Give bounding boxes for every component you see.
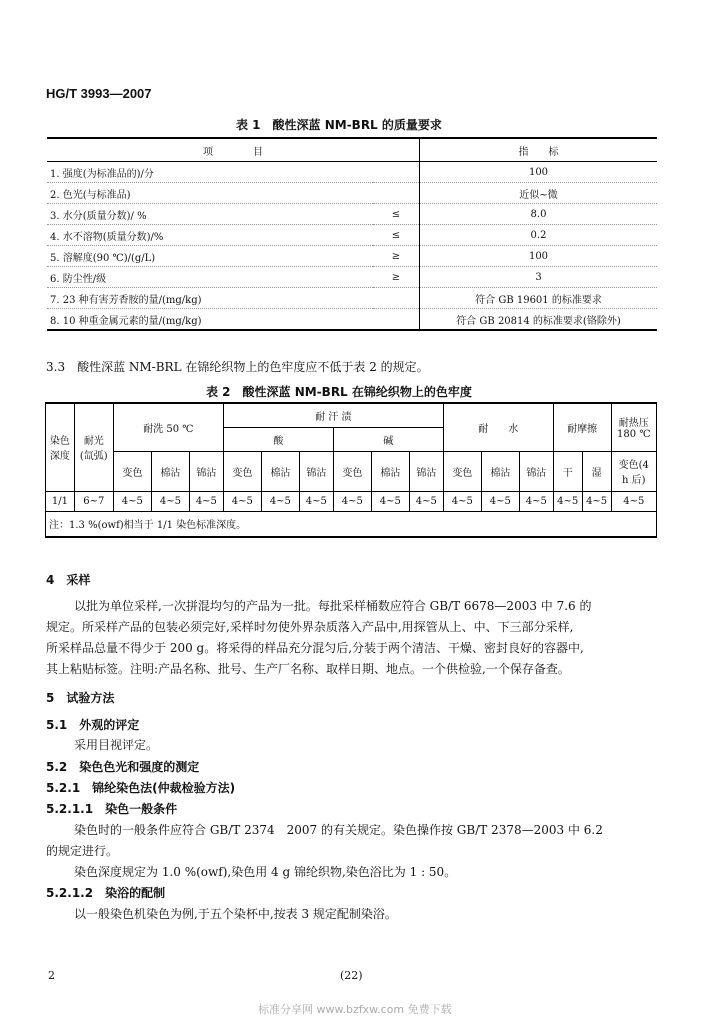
table1-value: 符合 GB 20814 的标准要求(铬除外) bbox=[420, 309, 658, 331]
table2-header-light: 耐光(氙弧) bbox=[74, 403, 113, 491]
table2-header-rub: 耐摩擦 bbox=[553, 403, 611, 451]
table2-header-alkali: 碱 bbox=[333, 427, 443, 451]
table2-subheader: 变色 bbox=[113, 451, 151, 491]
table2-cell: 4~5 bbox=[261, 491, 299, 511]
table1-sym: ≤ bbox=[391, 229, 401, 241]
table2-subheader: 棉沾 bbox=[371, 451, 409, 491]
table2-cell: 4~5 bbox=[189, 491, 223, 511]
table2-subheader: 棉沾 bbox=[481, 451, 519, 491]
section-5-2-1-1-line: 染色时的一般条件应符合 GB/T 2374 2007 的有关规定。染色操作按 GB/T 2378—2003 中 6.2 bbox=[74, 823, 603, 837]
section-4-line: 所采样品总量不得少于 200 g。将采得的样品充分混匀后,分装于两个清洁、干燥、密封良好的容器中, bbox=[46, 641, 584, 655]
table1-item: 6. 防尘性/级 bbox=[50, 273, 107, 285]
table-row bbox=[47, 246, 657, 267]
table2-header-hotpress: 耐热压 180 ℃ bbox=[611, 403, 656, 451]
table1-sym: ≥ bbox=[391, 250, 401, 262]
table-row bbox=[47, 204, 657, 225]
table1-sym: ≤ bbox=[391, 208, 401, 220]
table1-value: 符合 GB 19601 的标准要求 bbox=[420, 288, 658, 309]
table2-subheader: 锦沾 bbox=[409, 451, 443, 491]
table2-cell: 4~5 bbox=[371, 491, 409, 511]
table1-sym bbox=[373, 183, 420, 204]
table1-sym bbox=[373, 309, 420, 331]
paragraph-3-3: 3.3 酸性深蓝 NM-BRL 在锦纶织物上的色牢度应不低于表 2 的规定。 bbox=[46, 360, 429, 374]
watermark: 标准分享网 www.bzfxw.com 免费下载 bbox=[258, 1003, 452, 1016]
table2-subheader: 干 bbox=[553, 451, 582, 491]
table2-subheader: 变色 bbox=[333, 451, 371, 491]
table2-subheader: 棉沾 bbox=[261, 451, 299, 491]
table2-cell: 4~5 bbox=[113, 491, 151, 511]
table1-item: 8. 10 种重金属元素的量/(mg/kg) bbox=[47, 309, 373, 331]
table2-cell: 4~5 bbox=[409, 491, 443, 511]
table-row bbox=[46, 491, 657, 511]
table2-header-wash: 耐洗 50 ℃ bbox=[113, 403, 223, 451]
table-row bbox=[47, 183, 657, 204]
table1-value: 近似~微 bbox=[420, 183, 658, 204]
table2-subheader: 变色 bbox=[223, 451, 261, 491]
table2-cell: 1/1 bbox=[46, 491, 75, 511]
table2-cell: 4~5 bbox=[299, 491, 333, 511]
table2-header-acid: 酸 bbox=[223, 427, 333, 451]
section-4-line: 其上粘贴标签。注明:产品名称、批号、生产厂名称、取样日期、地点。一个供检验,一个保存备查。 bbox=[46, 662, 570, 676]
table1-item: 2. 色光(与标准品) bbox=[50, 189, 131, 201]
table-row bbox=[47, 309, 657, 331]
table2-header-depth: 染色深度 bbox=[46, 403, 75, 491]
section-4-line: 规定。所采样产品的包装必须完好,采样时勿使外界杂质落入产品中,用探管从上、中、下三部分采样, bbox=[46, 620, 574, 634]
section-5-title: 5 试验方法 bbox=[46, 691, 115, 705]
table2-note: 注：1.3 %(owf)相当于 1/1 染色标准深度。 bbox=[46, 511, 657, 537]
section-5-2-1-2-text: 以一般染色机染色为例,于五个染杯中,按表 3 规定配制染浴。 bbox=[74, 907, 397, 921]
table2-cell: 4~5 bbox=[223, 491, 261, 511]
table2-cell: 4~5 bbox=[519, 491, 553, 511]
table2-subheader: 锦沾 bbox=[519, 451, 553, 491]
table1-item: 5. 溶解度(90 ℃)/(g/L) bbox=[50, 252, 156, 264]
section-4-line: 以批为单位采样,一次拼混均匀的产品为一批。每批采样桶数应符合 GB/T 6678—2003 中 7.6 的 bbox=[74, 599, 592, 613]
table1-header-item: 项 目 bbox=[47, 138, 420, 162]
table2-cell: 4~5 bbox=[553, 491, 582, 511]
table1-value: 0.2 bbox=[420, 225, 658, 246]
table2-cell: 4~5 bbox=[481, 491, 519, 511]
table2-cell: 4~5 bbox=[151, 491, 189, 511]
document-header: HG/T 3993—2007 bbox=[46, 86, 152, 101]
table2-subheader: 变色(4 h 后) bbox=[611, 451, 656, 491]
table2-subheader: 棉沾 bbox=[151, 451, 189, 491]
table1-value: 8.0 bbox=[420, 204, 658, 225]
section-5-1-title: 5.1 外观的评定 bbox=[46, 718, 140, 732]
section-5-2-1-1-line: 的规定进行。 bbox=[46, 844, 119, 858]
table2 bbox=[45, 402, 657, 538]
table2-header-sweat: 耐 汗 渍 bbox=[223, 403, 443, 427]
section-5-2-1-1-title: 5.2.1.1 染色一般条件 bbox=[46, 802, 178, 816]
table1-sym bbox=[373, 288, 420, 309]
table-row bbox=[47, 162, 657, 183]
table1-item: 4. 水不溶物(质量分数)/% bbox=[50, 231, 164, 243]
table2-cell: 4~5 bbox=[582, 491, 611, 511]
section-5-2-title: 5.2 染色色光和强度的测定 bbox=[46, 760, 200, 774]
table-row bbox=[47, 288, 657, 309]
table1-value: 3 bbox=[420, 267, 658, 288]
table2-header-water: 耐 水 bbox=[443, 403, 553, 451]
table-row bbox=[47, 267, 657, 288]
table1-caption: 表 1 酸性深蓝 NM-BRL 的质量要求 bbox=[236, 118, 442, 132]
page-number: 2 bbox=[48, 969, 55, 982]
table-row bbox=[47, 225, 657, 246]
section-5-2-1-2-title: 5.2.1.2 染浴的配制 bbox=[46, 886, 166, 900]
table1-header-value: 指 标 bbox=[420, 138, 658, 162]
page-sub-number: (22) bbox=[340, 969, 363, 982]
table1 bbox=[47, 137, 657, 331]
table2-subheader: 锦沾 bbox=[189, 451, 223, 491]
table2-cell: 4~5 bbox=[443, 491, 481, 511]
table1-item: 3. 水分(质量分数)/ % bbox=[50, 210, 147, 222]
table2-subheader: 变色 bbox=[443, 451, 481, 491]
table1-item: 7. 23 种有害芳香胺的量/(mg/kg) bbox=[50, 294, 202, 306]
table2-cell: 4~5 bbox=[333, 491, 371, 511]
table2-cell: 4~5 bbox=[611, 491, 656, 511]
section-5-1-text: 采用目视评定。 bbox=[74, 738, 159, 752]
table1-value: 100 bbox=[420, 162, 658, 183]
section-4-title: 4 采样 bbox=[46, 573, 91, 587]
table2-cell: 6~7 bbox=[74, 491, 113, 511]
table1-sym bbox=[373, 162, 420, 183]
table1-value: 100 bbox=[420, 246, 658, 267]
table1-item: 1. 强度(为标准品的)/分 bbox=[50, 168, 154, 180]
table2-subheader: 锦沾 bbox=[299, 451, 333, 491]
table1-sym: ≥ bbox=[391, 271, 401, 283]
table2-caption: 表 2 酸性深蓝 NM-BRL 在锦纶织物上的色牢度 bbox=[206, 385, 472, 399]
section-5-2-1-1-line: 染色深度规定为 1.0 %(owf),染色用 4 g 锦纶织物,染色浴比为 1 : 50。 bbox=[74, 865, 457, 879]
table2-subheader: 湿 bbox=[582, 451, 611, 491]
section-5-2-1-title: 5.2.1 锦纶染色法(仲裁检验方法) bbox=[46, 781, 236, 795]
